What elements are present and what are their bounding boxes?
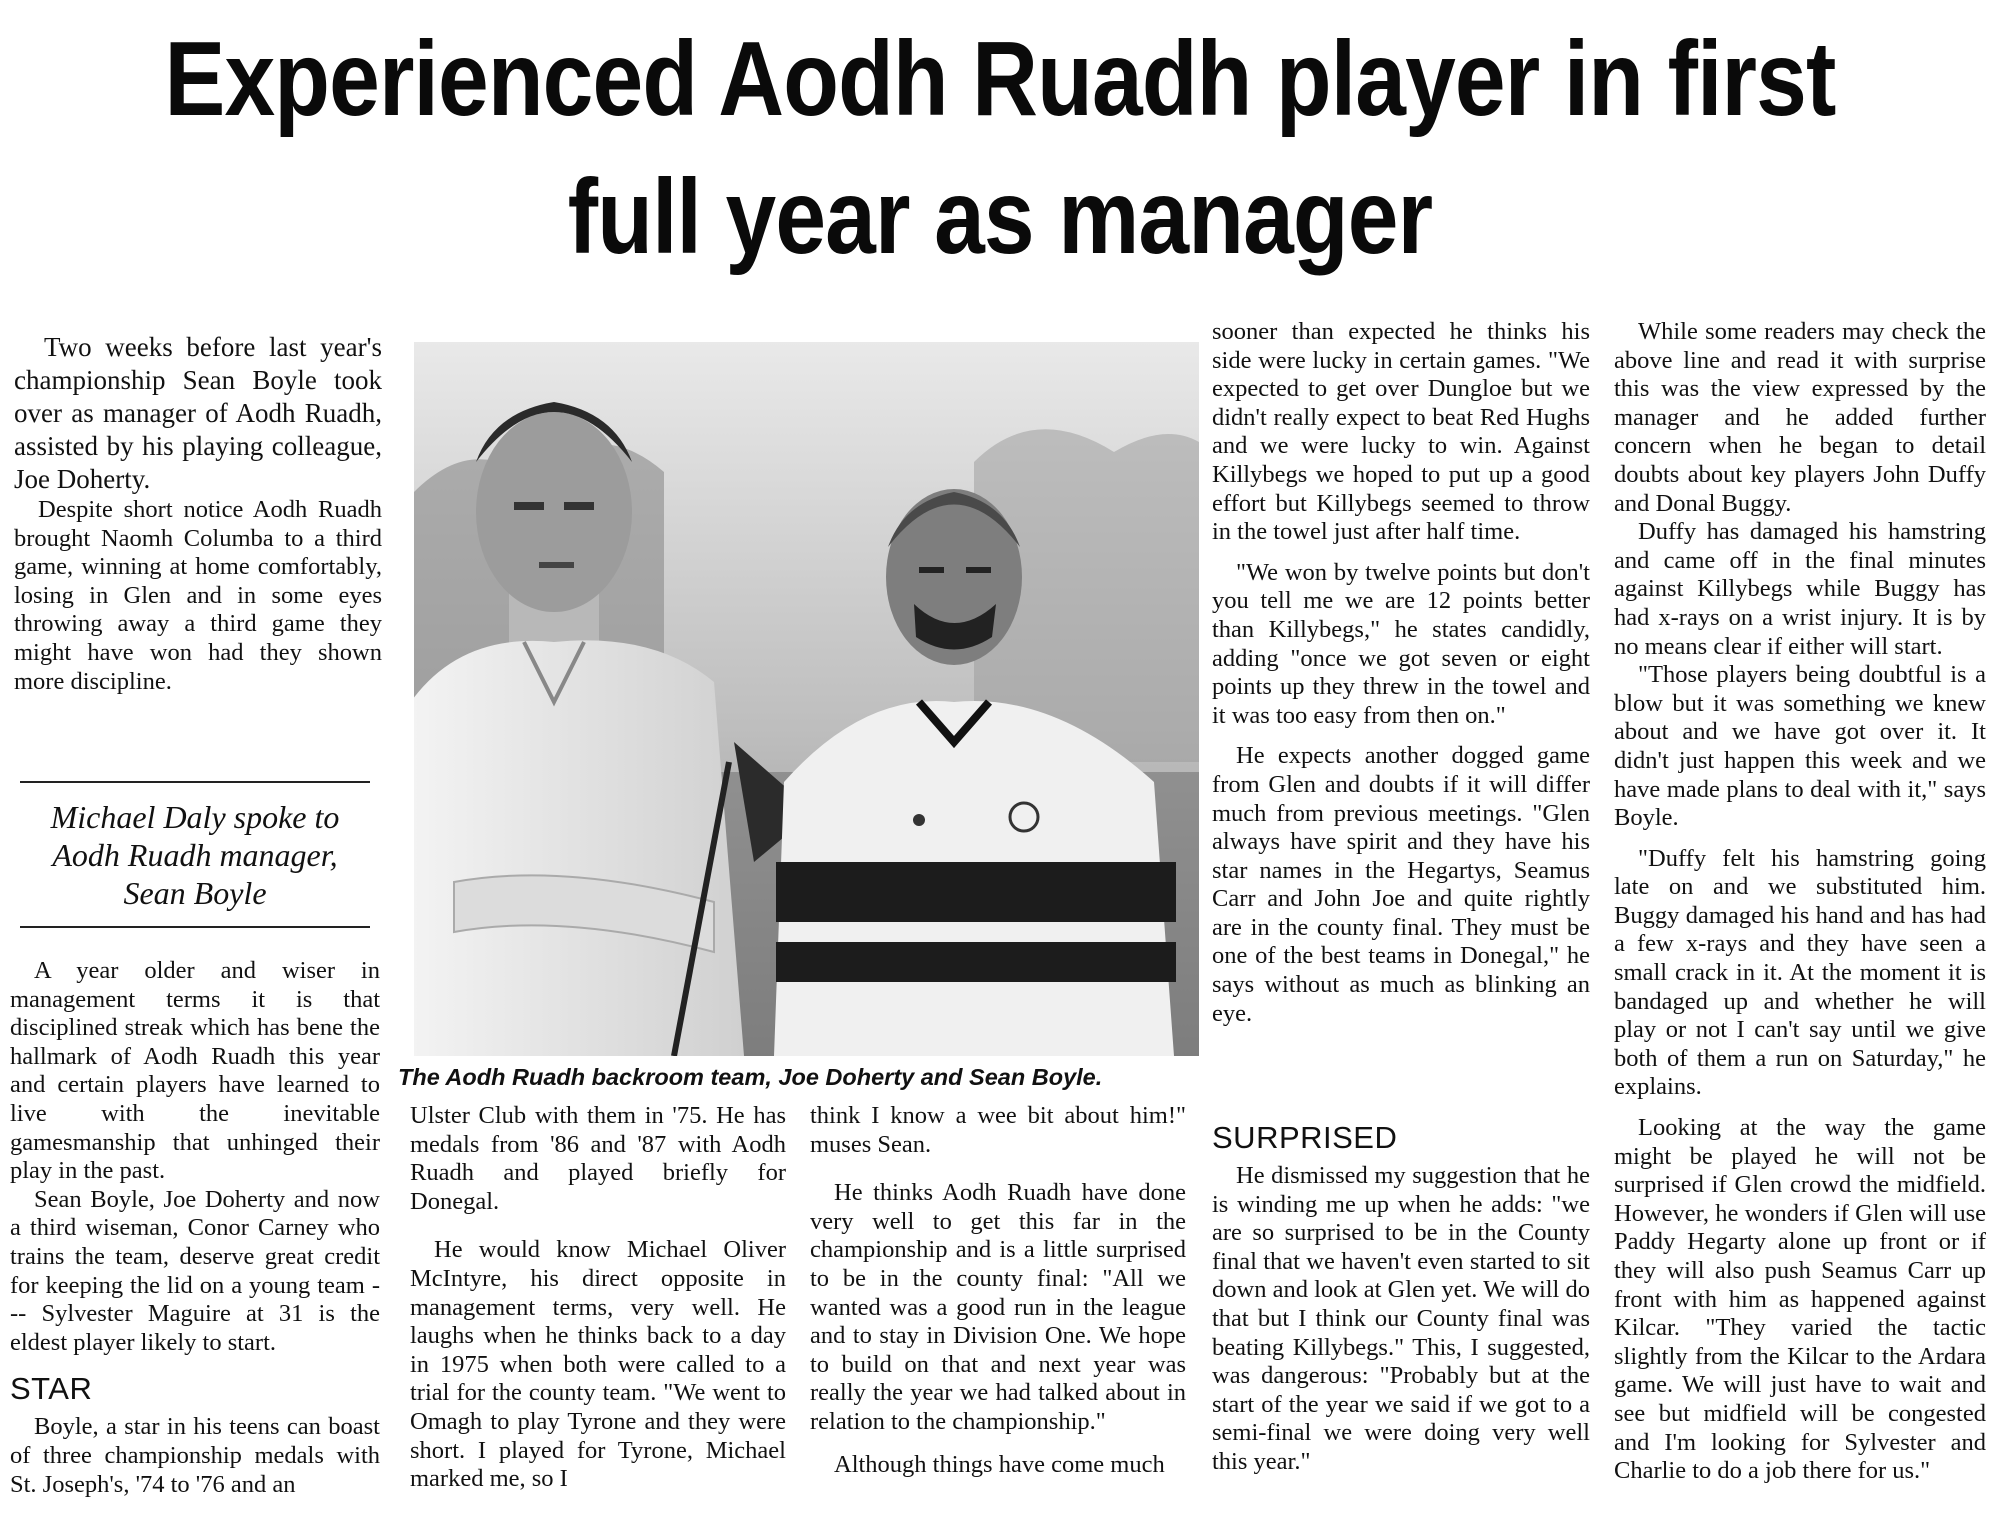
paragraph: Despite short notice Aodh Ruadh brought Naomh Columba to a third game, winning at home comfortably, losing in Glen and in some eyes throwing away a third game they might have won had they shown more discipline.	[14, 496, 382, 695]
paragraph: "Those players being doubtful is a blow but it was something we knew about and we have got over it. It didn't just happen this week and we have made plans to deal with it," says Boyle.	[1614, 661, 1986, 832]
paragraph: He thinks Aodh Ruadh have done very well to get this far in the championship and is a little surprised to be in the county final: "All we wanted was a good run in the league and to stay in Division One. We hope to build on that and next year was really the year we had talked about in relation to the championship."	[810, 1179, 1186, 1435]
paragraph: "Duffy felt his hamstring going late on and we substituted him. Buggy damaged his hand and has had a few x-rays and they have seen a small crack in it. At the moment it is bandaged up and whether he will play or not I can't say until we give both of them a run on Saturday," he explains.	[1614, 844, 1986, 1101]
paragraph: A year older and wiser in management terms it is that disciplined streak which has bene the hallmark of Aodh Ruadh this year and certain players have learned to live with the inevitable gamesmanship that unhinged their play in the past.	[10, 957, 380, 1185]
column-5	[1614, 318, 1986, 1528]
byline: Michael Daly spoke to Aodh Ruadh manager, Sean Boyle	[20, 781, 370, 928]
column-4-bottom	[1212, 1120, 1590, 1528]
paragraph: "We won by twelve points but don't you tell me we are 12 points better than Killybegs," he states candidly, adding "once we got seven or eight points up they threw in the towel and it was too easy from then on."	[1212, 558, 1590, 729]
column-1-top	[14, 331, 382, 751]
paragraph: He expects another dogged game from Glen and doubts if it will differ much from previous meetings. "Glen always have spirit and they have his star names in the Hegartys, Seamus Carr and John Joe and quite rightly are in the county final. They must be one of the best teams in Donegal," he says without as much as blinking an eye.	[1212, 742, 1590, 1027]
photo	[414, 342, 1199, 1056]
paragraph: Boyle, a star in his teens can boast of three championship medals with St. Joseph's, '74 to '76 and an	[10, 1413, 380, 1498]
paragraph: Two weeks before last year's championship Sean Boyle took over as manager of Aodh Ruadh, assisted by his playing colleague, Joe Doherty.	[14, 332, 382, 494]
column-3	[810, 1102, 1186, 1527]
paragraph: He dismissed my suggestion that he is winding me up when he adds: "we are so surprised to be in the County final that we haven't even started to sit down and look at Glen yet. We will do that but I think our County final was beating Killybegs." This, I suggested, was dangerous: "Probably but at the start of the year we said if we got to a semi-final we were doing very well this year."	[1212, 1162, 1590, 1475]
paragraph: He would know Michael Oliver McIntyre, his direct opposite in management terms, very well. He laughs when he thinks back to a day in 1975 when both were called to a trial for the county team. "We went to Omagh to play Tyrone and they were short. I played for Tyrone, Michael marked me, so I	[410, 1236, 786, 1493]
paragraph: Although things have come much	[834, 1450, 1165, 1478]
paragraph: think I know a wee bit about him!" muses Sean.	[810, 1102, 1186, 1158]
paragraph: While some readers may check the above line and read it with surprise this was the view expressed by the manager and he added further concern when he began to detail doubts about key players John Duffy and Donal Buggy.	[1614, 318, 1986, 517]
paragraph: Duffy has damaged his hamstring and came off in the final minutes against Killybegs while Buggy has had x-rays on a wrist injury. It is by no means clear if either will start.	[1614, 518, 1986, 660]
paragraph: sooner than expected he thinks his side were lucky in certain games. "We expected to get over Dungloe but we didn't really expect to beat Red Hughs and we were lucky to win. Against Killybegs we hoped to put up a good effort but Killybegs seemed to throw in the towel just after half time.	[1212, 318, 1590, 546]
subhead-surprised: SURPRISED	[1212, 1120, 1398, 1155]
headline: Experienced Aodh Ruadh player in first full year as manager	[164, 20, 1836, 276]
column-4-top	[1212, 318, 1590, 1078]
column-1-bottom	[10, 957, 380, 1527]
paragraph: Sean Boyle, Joe Doherty and now a third wiseman, Conor Carney who trains the team, deserve great credit for keeping the lid on a young team --- Sylvester Maguire at 31 is the eldest player likely to start.	[10, 1185, 380, 1356]
paragraph: Ulster Club with them in '75. He has medals from '86 and '87 with Aodh Ruadh and played briefly for Donegal.	[410, 1102, 786, 1215]
column-2	[410, 1102, 786, 1527]
paragraph: Looking at the way the game might be played he will not be surprised if Glen crowd the midfield. However, he wonders if Glen will use Paddy Hegarty alone up front or if they will also push Seamus Carr up front with him as happened against Kilcar. "They varied the tactic slightly from the Kilcar to the Ardara game. We will just have to wait and see but midfield will be congested and I'm looking for Sylvester and Charlie to do a job there for us."	[1614, 1114, 1986, 1485]
subhead-star: STAR	[10, 1371, 93, 1407]
photo-caption: The Aodh Ruadh backroom team, Joe Doherty and Sean Boyle.	[398, 1064, 1103, 1090]
